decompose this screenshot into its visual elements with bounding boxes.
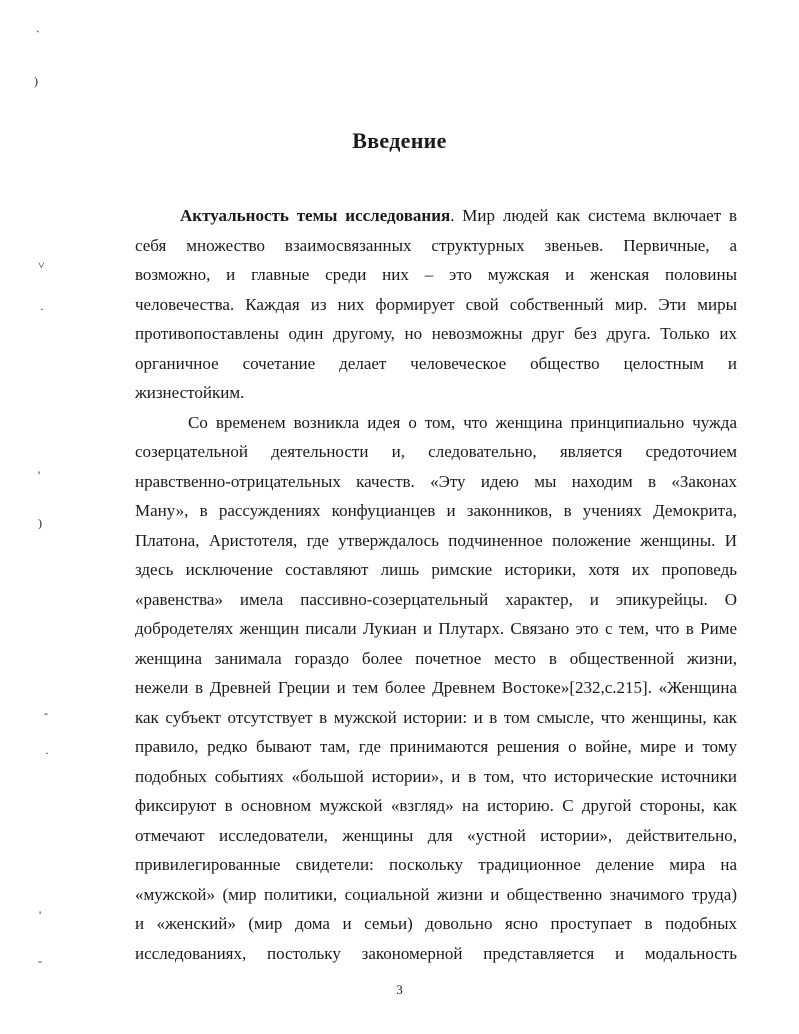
paragraph-2-line: подобных событиях «большой истории», и в том, что исторические источники xyxy=(135,766,737,786)
paragraph-2-line: добродетелях женщин писали Лукиан и Плутарх. Связано это с тем, что в Риме xyxy=(135,619,737,638)
paragraph-2-line: привилегированные свидетели: поскольку традиционное деление мира на xyxy=(135,855,737,874)
paragraph-2-line: созерцательной деятельности и, следовательно, является средоточием xyxy=(135,442,737,461)
scan-speck: ) xyxy=(38,516,42,530)
paragraph-2-line: Ману», в рассуждениях конфуцианцев и законников, в учениях Демокрита, xyxy=(135,501,737,520)
paragraph-2-line: нежели в Древней Греции и тем более Древнем Востоке»[232,с.215]. «Женщина xyxy=(135,678,737,697)
paragraph-2-line: Со временем возникла идея о том, что женщина принципиально чужда xyxy=(188,412,737,432)
scan-speck: - xyxy=(44,706,48,720)
paragraph-1-line: жизнестойким. xyxy=(135,383,245,402)
scan-speck: ) xyxy=(34,74,38,88)
paragraph-1-line: органичное сочетание делает человеческое общество целостным и xyxy=(135,353,737,373)
scan-speck: · xyxy=(45,746,49,760)
line-text: . Мир людей как система включает в xyxy=(450,206,737,225)
paragraph-1-line: возможно, и главные среди них – это мужская и женская половины xyxy=(135,265,737,284)
paragraph-2-line: здесь исключение составляют лишь римские историки, хотя их проповедь xyxy=(135,560,737,579)
scan-speck: · xyxy=(40,302,44,316)
paragraph-1-line-1 xyxy=(135,201,737,231)
paragraph-2-line: как субъект отсутствует в мужской истории: и в том смысле, что женщины, как xyxy=(135,707,737,727)
paragraph-2-line: правило, редко бывают там, где принимаются решения о войне, мире и тому xyxy=(135,737,737,756)
paragraph-2-line: исследованиях, постольку закономерной представляется и модальность xyxy=(135,943,737,963)
page-title: Введение xyxy=(352,128,447,153)
paragraph-2-line: женщина занимала гораздо более почетное место в общественной жизни, xyxy=(135,648,737,668)
lead-bold-text: Актуальность темы исследования xyxy=(180,206,451,225)
page-number: 3 xyxy=(396,982,403,997)
paragraph-2-line: отмечают исследователи, женщины для «устной истории», действительно, xyxy=(135,825,737,845)
scan-speck: ` xyxy=(36,28,40,42)
paragraph-2-line: фиксируют в основном мужской «взгляд» на историю. С другой стороны, как xyxy=(135,796,737,815)
paragraph-2-line: «мужской» (мир политики, социальной жизни и общественно значимого труда) xyxy=(135,884,737,904)
scan-speck: ' xyxy=(39,908,42,922)
paragraph-2-line: и «женский» (мир дома и семьи) довольно ясно проступает в подобных xyxy=(135,914,737,933)
scan-speck: ˅ xyxy=(38,258,45,272)
scan-speck: ' xyxy=(38,468,41,482)
body-text xyxy=(135,201,737,968)
paragraph-1-line: противопоставлены один другому, но невозможны друг без друга. Только их xyxy=(135,324,737,343)
paragraph-1-line: себя множество взаимосвязанных структурных звеньев. Первичные, а xyxy=(135,235,737,255)
paragraph-2-line: Платона, Аристотеля, где утверждалось подчиненное положение женщины. И xyxy=(135,530,737,550)
paragraph-2-line: «равенства» имела пассивно-созерцательный характер, и эпикурейцы. О xyxy=(135,589,737,609)
scan-speck: - xyxy=(38,954,42,968)
paragraph-1-line: человечества. Каждая из них формирует свой собственный мир. Эти миры xyxy=(135,294,737,314)
paragraph-2-line: нравственно-отрицательных качеств. «Эту идею мы находим в «Законах xyxy=(135,471,737,491)
